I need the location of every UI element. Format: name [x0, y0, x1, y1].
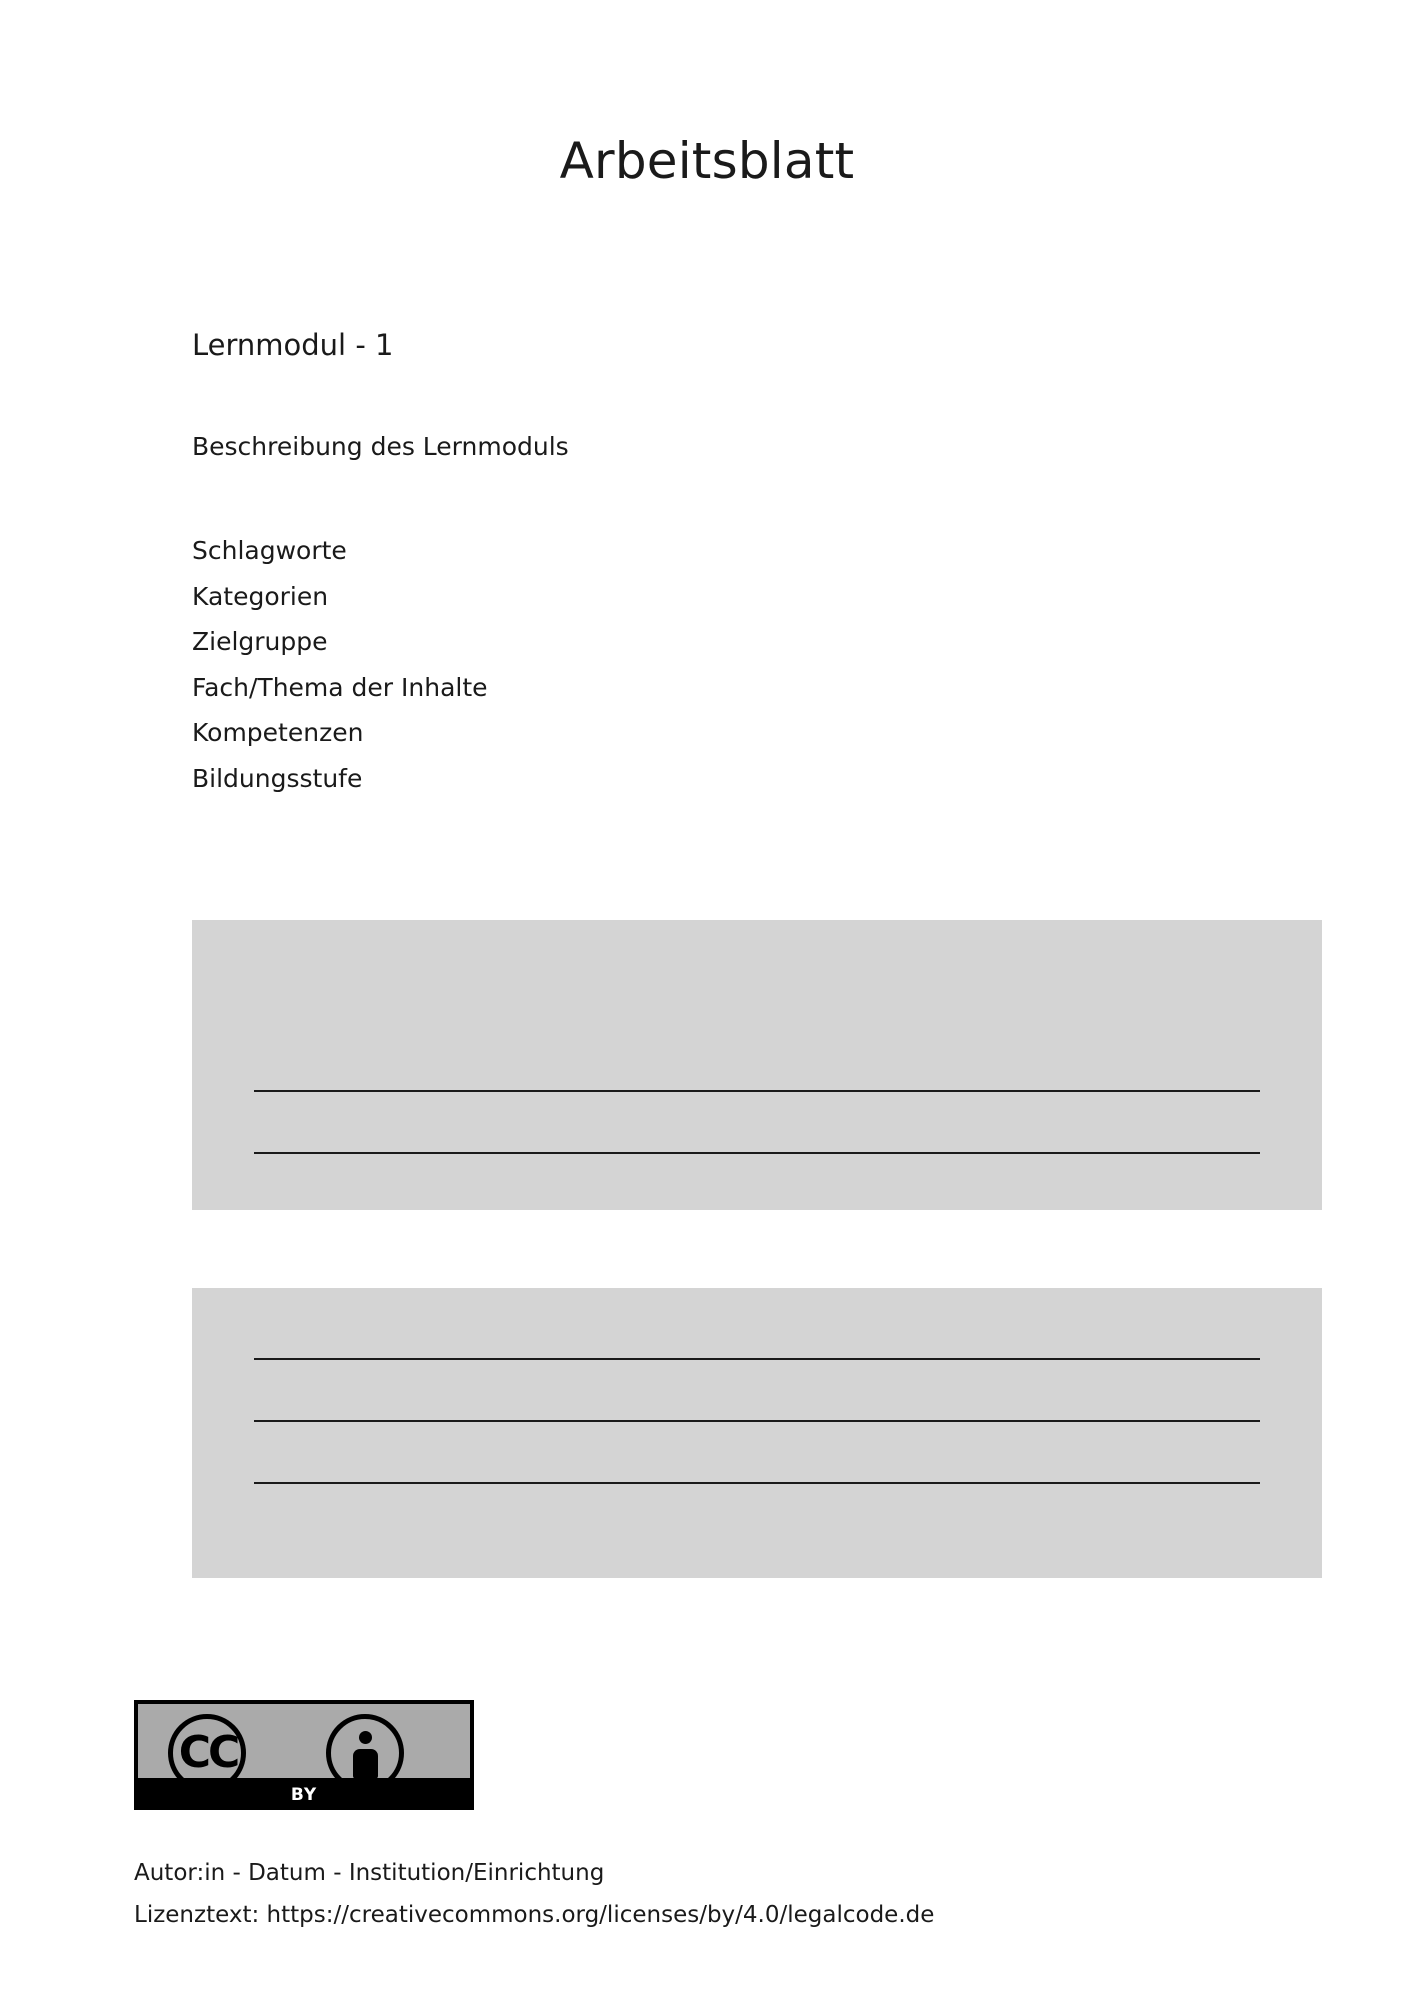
cc-letters-text: CC [178, 1727, 238, 1778]
metadata-item-zielgruppe: Zielgruppe [192, 627, 328, 656]
metadata-item-bildungsstufe: Bildungsstufe [192, 763, 363, 793]
metadata-item-kompetenzen: Kompetenzen [192, 718, 364, 747]
cc-badge-background [138, 1704, 470, 1806]
metadata-list [192, 528, 488, 801]
person-body-icon [353, 1749, 378, 1779]
content-box-1 [192, 920, 1322, 1210]
creative-commons-badge [134, 1700, 474, 1810]
content-box-2 [192, 1288, 1322, 1578]
metadata-item-kategorien: Kategorien [192, 581, 329, 611]
metadata-item-schlagworte: Schlagworte [192, 536, 347, 565]
writing-line [254, 1090, 1260, 1092]
module-title: Lernmodul - 1 [192, 328, 394, 362]
writing-line [254, 1152, 1260, 1154]
person-head-icon [359, 1731, 372, 1744]
page-title: Arbeitsblatt [559, 132, 855, 190]
cc-by-label: BY [290, 1785, 318, 1805]
metadata-item-fach-thema: Fach/Thema der Inhalte [192, 672, 488, 702]
footer-license-line: Lizenztext: https://creativecommons.org/licenses/by/4.0/legalcode.de [134, 1902, 935, 1928]
writing-line [254, 1420, 1260, 1422]
footer-author-line: Autor:in - Datum - Institution/Einrichtung [134, 1860, 605, 1886]
writing-line [254, 1482, 1260, 1484]
writing-line [254, 1358, 1260, 1360]
module-description: Beschreibung des Lernmoduls [192, 432, 569, 461]
